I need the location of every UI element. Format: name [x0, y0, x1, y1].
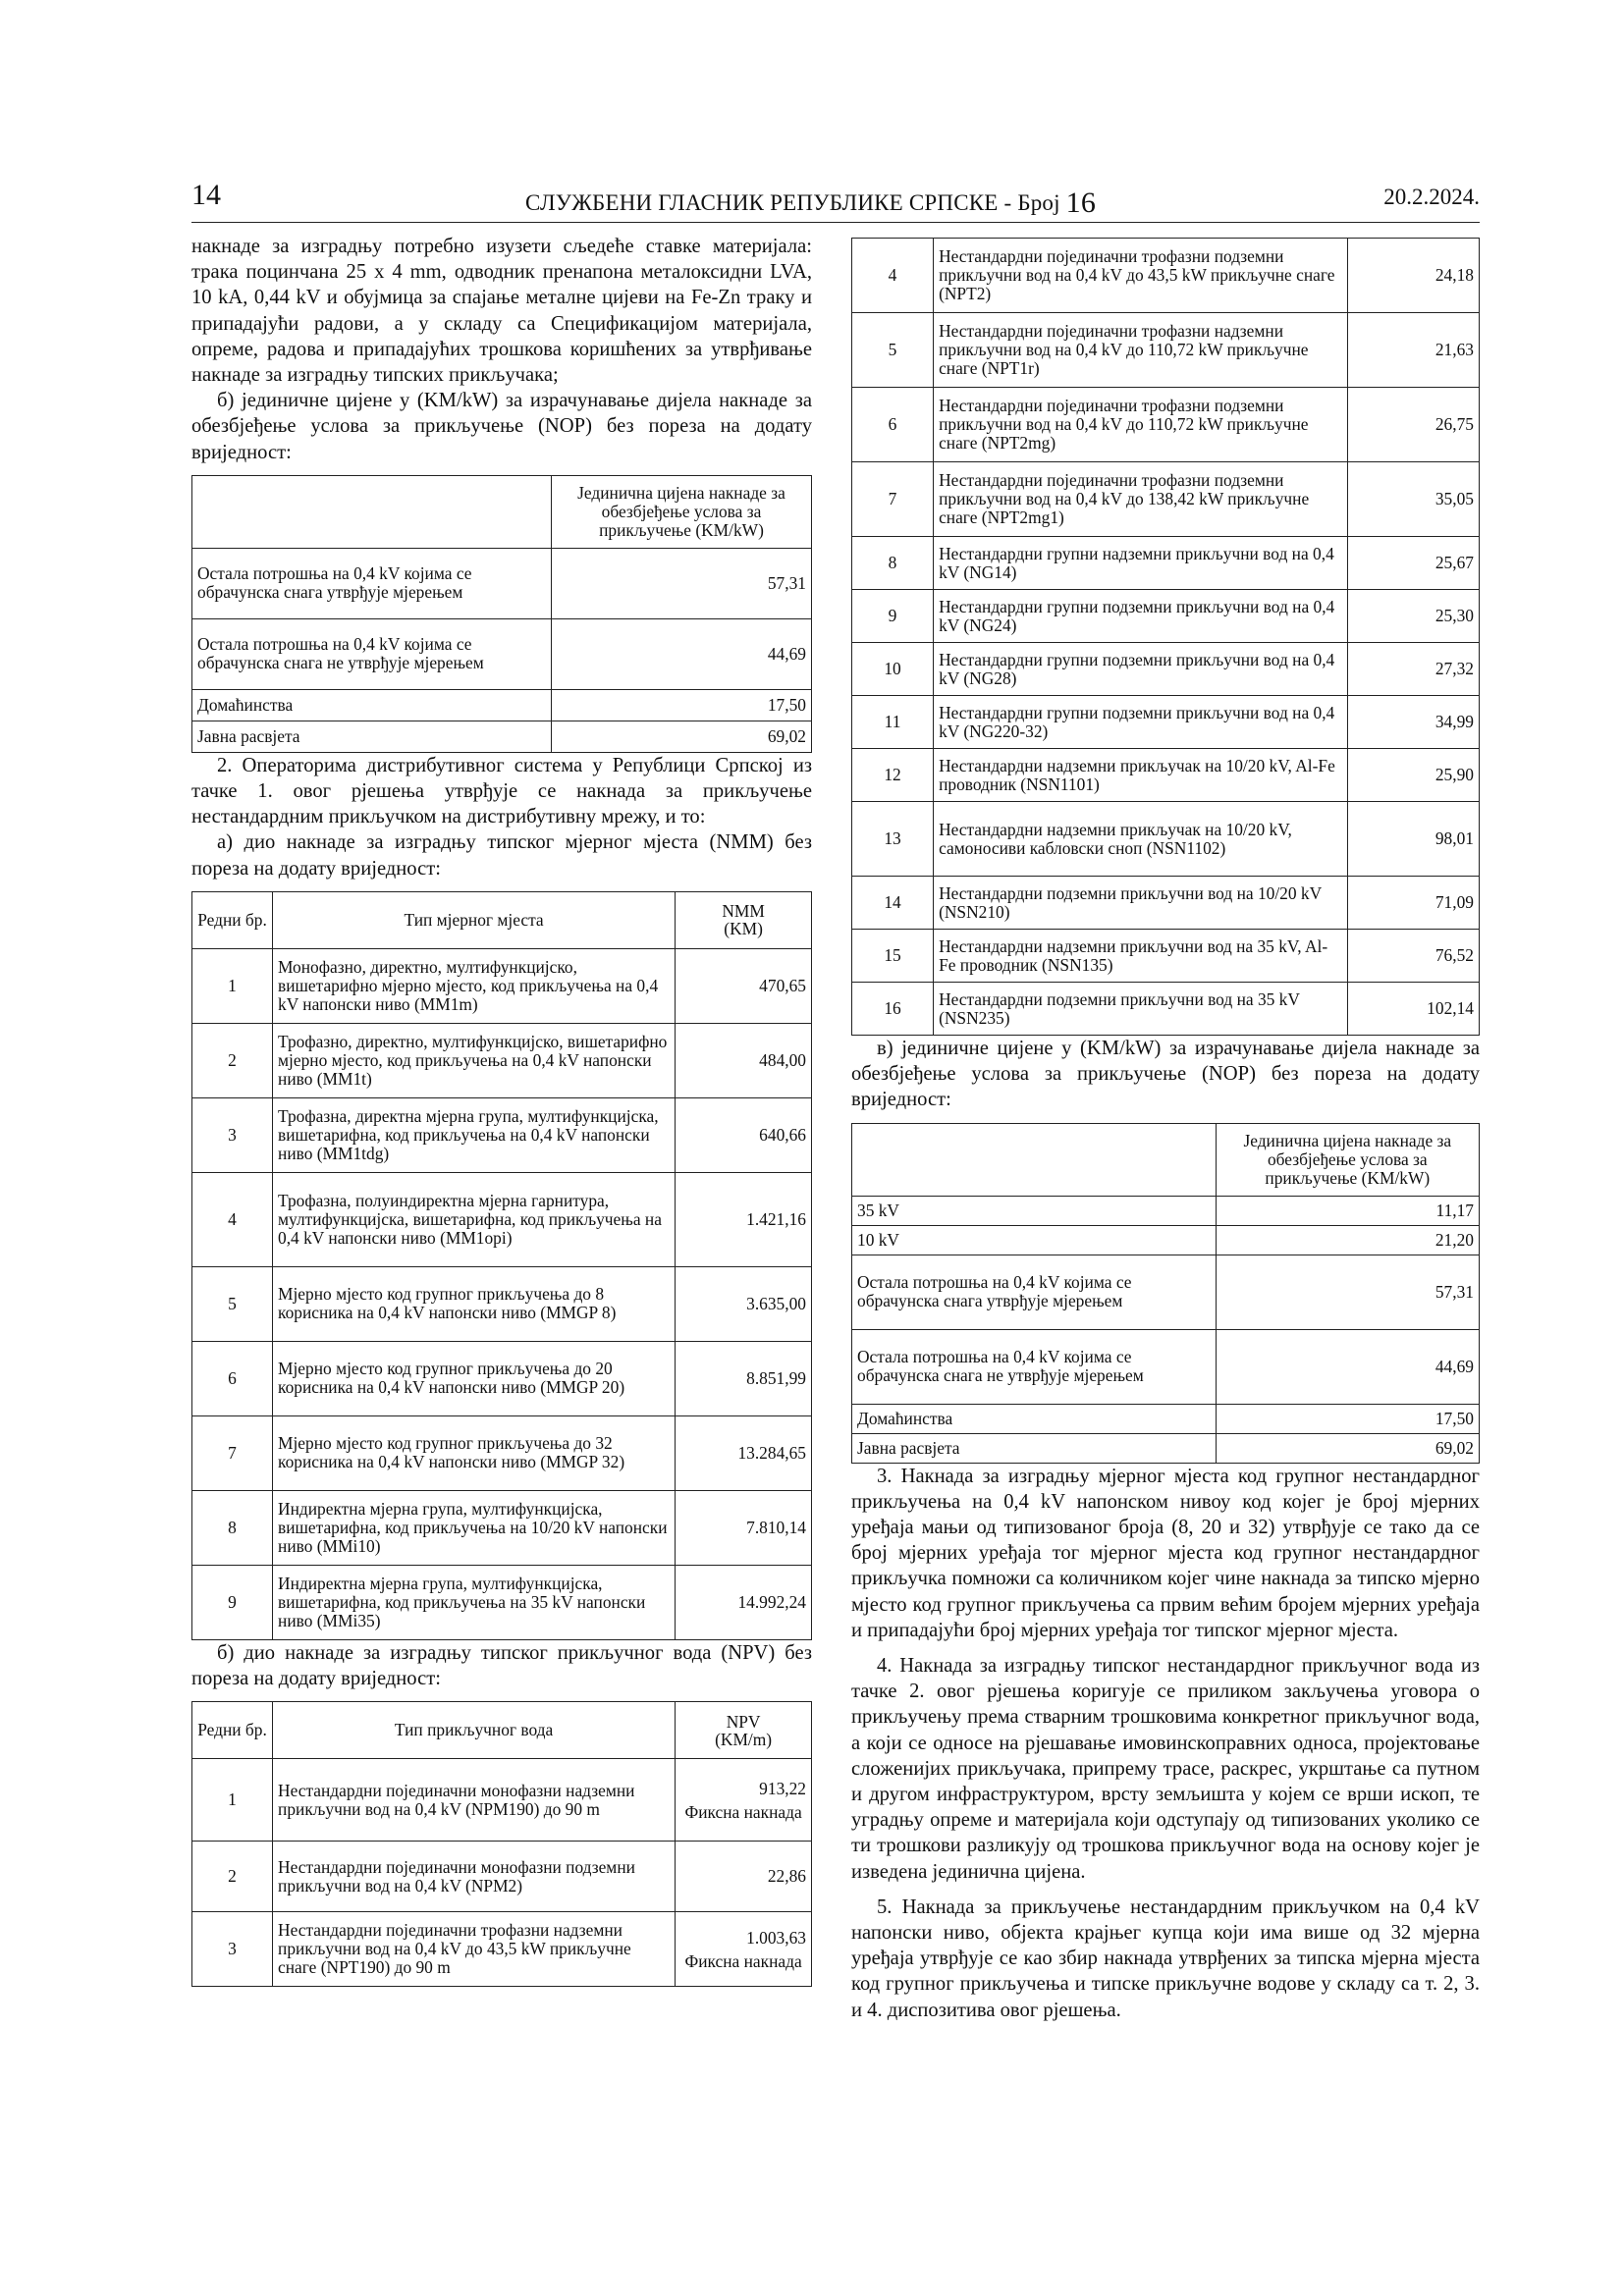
left-column [191, 234, 812, 1987]
para-5: 5. Накнада за прикључење нестандардним прикључком на 0,4 kV напонски ниво, објекта крајњег купца који има више од 32 мјерна уређаја утврђује се као збир накнада утврђених за типска мјерна мјеста код групног прикључења и типске прикључне водове у складу са т. 2, 3. и 4. диспозитива овог рјешења. [851, 1896, 1480, 2021]
npv-value: 26,75 [1347, 388, 1479, 462]
npv-type: Нестандардни надземни прикључни вод на 35 kV, Al-Fe проводник (NSN135) [934, 930, 1348, 983]
nop2-value: 11,17 [1216, 1196, 1479, 1225]
npv-no: 4 [852, 239, 934, 313]
nmm-no: 9 [192, 1565, 273, 1639]
nop-empty-cell [192, 475, 552, 548]
npv-value: 25,30 [1347, 590, 1479, 643]
npv-no: 9 [852, 590, 934, 643]
npv-no: 15 [852, 930, 934, 983]
npv-header-no: Редни бр. [192, 1702, 273, 1759]
para-4: 4. Накнада за изградњу типског нестандардног прикључног вода из тачке 2. овог рјешења коригује се приликом закључења уговора о прикључењу према стварним трошковима конкретног прикључног вода, а који се односе на рјешавање имовинскоправних односа, пројектовање сложенијих прикључака, припрему трасе, раскрес, укрштање са путном и другом инфраструктуром, врсту земљишта у којем се врши ископ, те уградњу опреме и материјала који одступају од типизованих уколико се ти трошкови разликују од трошкова прикључног вода на основу којег је изведена јединична цијена. [851, 1655, 1480, 1883]
nop2-label: Јавна расвјета [852, 1433, 1217, 1463]
npv-value: 24,18 [1347, 239, 1479, 313]
issue-date: 20.2.2024. [1383, 185, 1480, 209]
npv-type: Нестандардни подземни прикључни вод на 35 kV (NSN235) [934, 983, 1348, 1036]
nmm-no: 3 [192, 1097, 273, 1172]
nop2-label: Остала потрошња на 0,4 kV којима се обрачунска снага не утврђује мјерењем [852, 1329, 1217, 1404]
nmm-value: 13.284,65 [676, 1415, 812, 1490]
nop2-label: Остала потрошња на 0,4 kV којима се обрачунска снага утврђује мјерењем [852, 1255, 1217, 1329]
npv-value: 1.003,63 [746, 1927, 806, 1948]
nmm-type: Трофазно, директно, мултифункцијско, вишетарифно мјерно мјесто, код прикључења на 0,4 kV напонски ниво (MM1t) [273, 1023, 676, 1097]
nop-label: Остала потрошња на 0,4 kV којима се обрачунска снага не утврђује мјерењем [192, 618, 552, 689]
npv-no: 1 [192, 1759, 273, 1842]
nop-header: Јединична цијена накнаде за обезбјеђење услова за прикључење (KM/kW) [551, 475, 811, 548]
npv-no: 2 [192, 1842, 273, 1912]
npv-type: Нестандардни надземни прикључак на 10/20 kV, Al-Fe проводник (NSN1101) [934, 749, 1348, 802]
nop-value: 17,50 [551, 689, 811, 721]
npv-note: Фиксна накнада [684, 1950, 802, 1971]
para-intro: накнаде за изградњу потребно изузети сљедеће ставке материјала: трака поцинчана 25 x 4 mm, одводник пренапона металоксидни LVA, 10 kA, 0,44 kV и обујмица за спајање металне цијеви на Fe-Zn траку и припадајући радови, а у складу са Спецификацијом материјала, опреме, радова и припадајућих трошкова коришћених за утврђивање накнаде за изградњу типских прикључака; [191, 236, 812, 387]
npv-no: 8 [852, 537, 934, 590]
npv-value: 34,99 [1347, 696, 1479, 749]
nop2-value: 57,31 [1216, 1255, 1479, 1329]
npv-header-value: NPV (KM/m) [676, 1702, 812, 1759]
nop-table-2 [851, 1123, 1480, 1464]
nmm-header-type: Тип мјерног мјеста [273, 891, 676, 948]
npv-value: 71,09 [1347, 877, 1479, 930]
npv-no: 7 [852, 462, 934, 537]
page-number: 14 [191, 179, 221, 211]
nop2-label: 35 kV [852, 1196, 1217, 1225]
npv-no: 12 [852, 749, 934, 802]
npv-type: Нестандардни појединачни трофазни надземни прикључни вод на 0,4 kV до 110,72 kW прикључне снаге (NPT1r) [934, 313, 1348, 388]
nmm-table [191, 891, 812, 1640]
para-2: 2. Операторима дистрибутивног система у Републици Српској из тачке 1. овог рјешења утврђује се накнада за прикључење нестандардним прикључком на дистрибутивну мрежу, и то: [191, 754, 812, 828]
npv-value: 76,52 [1347, 930, 1479, 983]
npv-value: 22,86 [676, 1842, 812, 1912]
nmm-value: 3.635,00 [676, 1266, 812, 1341]
nmm-value: 1.421,16 [676, 1172, 812, 1266]
nmm-header-no: Редни бр. [192, 891, 273, 948]
nop-label: Остала потрошња на 0,4 kV којима се обрачунска снага утврђује мјерењем [192, 548, 552, 618]
nmm-type: Трофазна, полуиндиректна мјерна гарнитура, мултифункцијска, вишетарифна, код прикључења на 0,4 kV напонски ниво (MM1opi) [273, 1172, 676, 1266]
npv-no: 5 [852, 313, 934, 388]
npv-no: 14 [852, 877, 934, 930]
npv-value: 913,22 [759, 1778, 806, 1798]
para-3: 3. Накнада за изградњу мјерног мјеста код групног нестандардног прикључења на 0,4 kV напонском нивоу код којег је број мјерних уређаја мањи од типизованог броја (8, 20 и 32) утврђује се тако да се број мјерних уређаја тог мјерног мјеста код групног нестандардног прикључка помножи са количником којег чине накнада за типско мјерно мјесто код групног прикључења са првим већим бројем мјерних уређаја и припадајући број мјерних уређаја тог типског мјерног мјеста. [851, 1465, 1480, 1641]
npv-type: Нестандардни подземни прикључни вод на 10/20 kV (NSN210) [934, 877, 1348, 930]
npv-no: 11 [852, 696, 934, 749]
para-bb: б) дио накнаде за изградњу типског прикључног вода (NPV) без пореза на додату вриједност: [191, 1641, 812, 1690]
npv-type: Нестандардни појединачни монофазни подземни прикључни вод на 0,4 kV (NPM2) [273, 1842, 676, 1912]
nmm-no: 8 [192, 1490, 273, 1565]
issue-number: 16 [1065, 187, 1097, 219]
nmm-type: Трофазна, директна мјерна група, мултифункцијска, вишетарифна, код прикључења на 0,4 kV напонски ниво (MM1tdg) [273, 1097, 676, 1172]
npv-type: Нестандардни појединачни трофазни подземни прикључни вод на 0,4 kV до 110,72 kW прикључне снаге (NPT2mg) [934, 388, 1348, 462]
npv-value-cell [676, 1759, 812, 1842]
npv-table-b [851, 238, 1480, 1036]
nmm-type: Индиректна мјерна група, мултифункцијска, вишетарифна, код прикључења на 10/20 kV напонски ниво (MMi10) [273, 1490, 676, 1565]
nmm-value: 8.851,99 [676, 1341, 812, 1415]
npv-type: Нестандардни групни подземни прикључни вод на 0,4 kV (NG24) [934, 590, 1348, 643]
page-header [191, 177, 1480, 220]
nmm-header-value: NMM (KM) [676, 891, 812, 948]
npv-type: Нестандардни групни подземни прикључни вод на 0,4 kV (NG28) [934, 643, 1348, 696]
nop2-value: 44,69 [1216, 1329, 1479, 1404]
npv-note: Фиксна накнада [684, 1801, 802, 1822]
npv-value: 102,14 [1347, 983, 1479, 1036]
nop2-label: Домаћинства [852, 1404, 1217, 1433]
npv-no: 6 [852, 388, 934, 462]
nop-table [191, 475, 812, 753]
nop2-value: 21,20 [1216, 1225, 1479, 1255]
nmm-value: 640,66 [676, 1097, 812, 1172]
nmm-no: 7 [192, 1415, 273, 1490]
nmm-no: 2 [192, 1023, 273, 1097]
nmm-value: 14.992,24 [676, 1565, 812, 1639]
npv-value: 25,67 [1347, 537, 1479, 590]
nop2-empty-cell [852, 1123, 1217, 1196]
npv-type: Нестандардни појединачни трофазни надземни прикључни вод на 0,4 kV до 43,5 kW прикључне снаге (NPT190) до 90 m [273, 1912, 676, 1987]
right-column [851, 238, 1480, 2023]
npv-header-type: Тип прикључног вода [273, 1702, 676, 1759]
nop2-value: 69,02 [1216, 1433, 1479, 1463]
npv-no: 16 [852, 983, 934, 1036]
nop2-header: Јединична цијена накнаде за обезбјеђење услова за прикључење (KM/kW) [1216, 1123, 1479, 1196]
nmm-no: 6 [192, 1341, 273, 1415]
npv-type: Нестандардни појединачни монофазни надземни прикључни вод на 0,4 kV (NPM190) до 90 m [273, 1759, 676, 1842]
npv-type: Нестандардни надземни прикључак на 10/20 kV, самоносиви кабловски сноп (NSN1102) [934, 802, 1348, 877]
nop-label: Домаћинства [192, 689, 552, 721]
npv-no: 10 [852, 643, 934, 696]
npv-value: 35,05 [1347, 462, 1479, 537]
nmm-type: Мјерно мјесто код групног прикључења до 20 корисника на 0,4 kV напонски ниво (MMGP 20) [273, 1341, 676, 1415]
nmm-value: 484,00 [676, 1023, 812, 1097]
nop-value: 44,69 [551, 618, 811, 689]
npv-type: Нестандардни појединачни трофазни подземни прикључни вод на 0,4 kV до 138,42 kW прикључне снаге (NPT2mg1) [934, 462, 1348, 537]
npv-type: Нестандардни групни подземни прикључни вод на 0,4 kV (NG220-32) [934, 696, 1348, 749]
header-rule [191, 222, 1480, 223]
nop2-label: 10 kV [852, 1225, 1217, 1255]
nop-value: 69,02 [551, 721, 811, 752]
nop-value: 57,31 [551, 548, 811, 618]
nmm-value: 7.810,14 [676, 1490, 812, 1565]
para-a: а) дио накнаде за изградњу типског мјерног мјеста (NMM) без пореза на додату вриједност: [191, 831, 812, 880]
nmm-no: 1 [192, 948, 273, 1023]
nmm-type: Индиректна мјерна група, мултифункцијска, вишетарифна, код прикључења на 35 kV напонски ниво (MMi35) [273, 1565, 676, 1639]
publication-title: СЛУЖБЕНИ ГЛАСНИК РЕПУБЛИКЕ СРПСКЕ - Број 16 [525, 187, 1097, 219]
para-b: б) јединичне цијене у (KM/kW) за израчунавање дијела накнаде за обезбјеђење услова за прикључење (NOP) без пореза на додату вриједност: [191, 390, 812, 463]
npv-no: 3 [192, 1912, 273, 1987]
npv-type: Нестандардни појединачни трофазни подземни прикључни вод на 0,4 kV до 43,5 kW прикључне снаге (NPT2) [934, 239, 1348, 313]
npv-value: 21,63 [1347, 313, 1479, 388]
nop-label: Јавна расвјета [192, 721, 552, 752]
npv-value: 98,01 [1347, 802, 1479, 877]
nmm-value: 470,65 [676, 948, 812, 1023]
nop2-value: 17,50 [1216, 1404, 1479, 1433]
npv-type: Нестандардни групни надземни прикључни вод на 0,4 kV (NG14) [934, 537, 1348, 590]
npv-table-a [191, 1701, 812, 1987]
nmm-type: Мјерно мјесто код групног прикључења до 8 корисника на 0,4 kV напонски ниво (MMGP 8) [273, 1266, 676, 1341]
nmm-type: Монофазно, директно, мултифункцијско, вишетарифно мјерно мјесто, код прикључења на 0,4 kV напонски ниво (MM1m) [273, 948, 676, 1023]
para-v: в) јединичне цијене у (KM/kW) за израчунавање дијела накнаде за обезбјеђење услова за прикључење (NOP) без пореза на додату вриједност: [851, 1038, 1480, 1111]
nmm-type: Мјерно мјесто код групног прикључења до 32 корисника на 0,4 kV напонски ниво (MMGP 32) [273, 1415, 676, 1490]
nmm-no: 5 [192, 1266, 273, 1341]
npv-value-cell [676, 1912, 812, 1987]
nmm-no: 4 [192, 1172, 273, 1266]
npv-no: 13 [852, 802, 934, 877]
npv-value: 25,90 [1347, 749, 1479, 802]
npv-value: 27,32 [1347, 643, 1479, 696]
